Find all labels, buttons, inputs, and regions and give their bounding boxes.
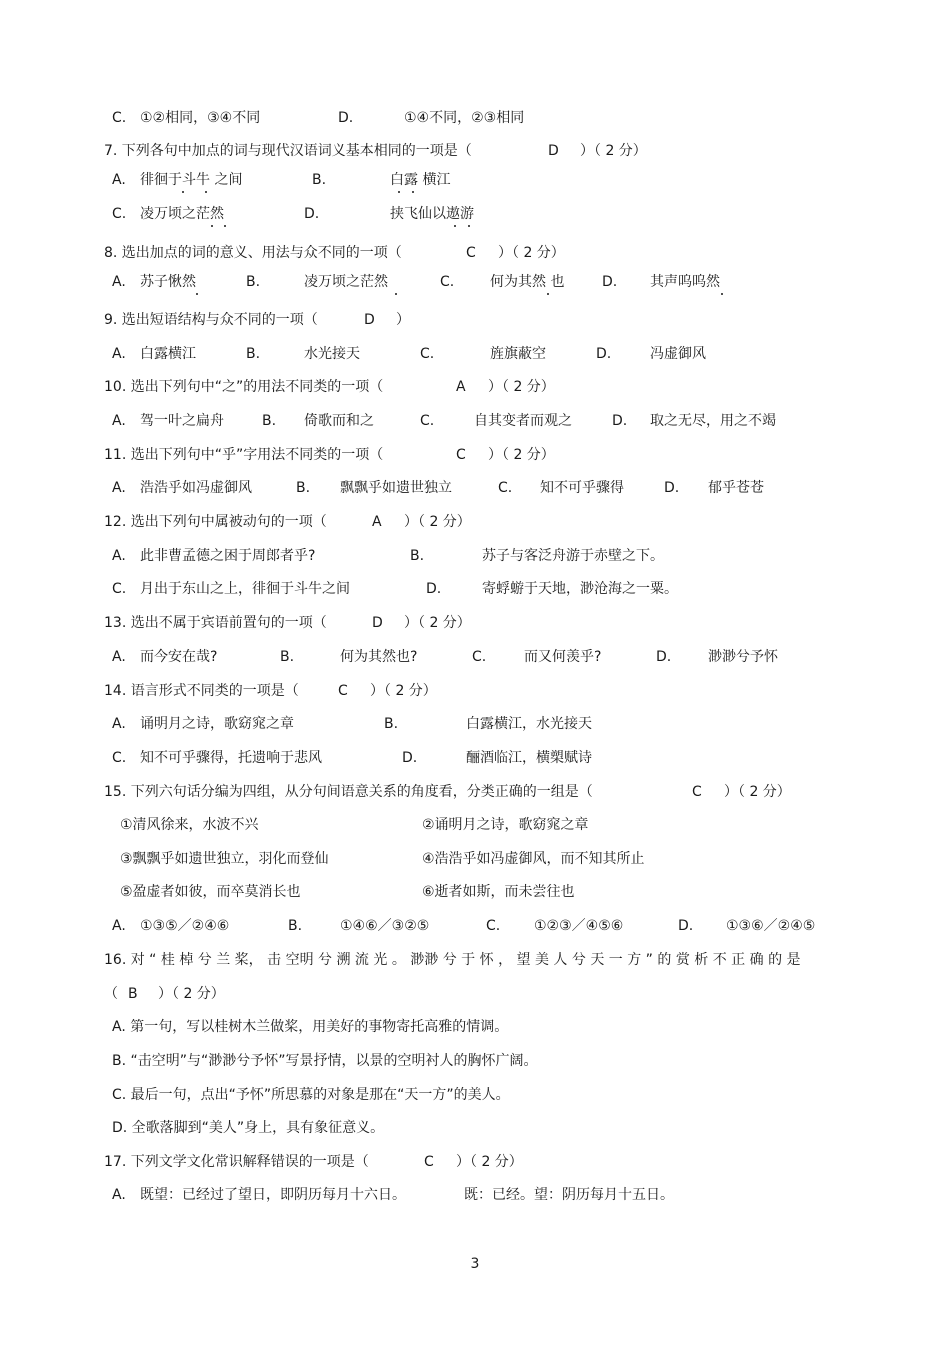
q14-stem: 14. 语言形式不同类的一项是（	[104, 683, 299, 699]
q8-score: ）（ 2 分）	[498, 245, 565, 261]
q11-answer: C	[456, 447, 466, 463]
q7-option-d-text: 挟飞仙以遨游	[390, 206, 474, 222]
q15-sentence-2: ②诵明月之诗，歌窈窕之章	[422, 817, 589, 833]
q13-option-d-label: D.	[656, 649, 672, 665]
q8-option-c-label: C.	[440, 274, 455, 290]
q15-sentence-4: ④浩浩乎如冯虚御风，而不知其所止	[422, 851, 645, 867]
q10-option-b-text: 倚歌而和之	[304, 413, 374, 429]
q14-option-c-text: 知不可乎骤得，托遗响于悲风	[140, 750, 322, 766]
q7-option-a-text: 徘徊于斗牛 之间	[140, 172, 243, 188]
q6-option-c-text: ①②相同，③④不同	[140, 110, 261, 126]
emphasis-dot	[182, 191, 184, 193]
q10-answer: A	[456, 379, 466, 395]
q14-option-a-text: 诵明月之诗，歌窈窕之章	[140, 716, 294, 732]
q7-option-b-text: 白露 横江	[390, 172, 451, 188]
emphasis-dot	[412, 191, 414, 193]
q8-option-d-text: 其声呜呜然	[650, 274, 720, 290]
q14-option-c-label: C.	[112, 750, 127, 766]
q9-option-b-text: 水光接天	[304, 346, 360, 362]
q7-option-c-label: C.	[112, 206, 127, 222]
q10-option-c-text: 自其变者而观之	[474, 413, 572, 429]
q11-option-d-text: 郁乎苍苍	[708, 480, 764, 496]
q14-option-d-label: D.	[402, 750, 418, 766]
q17-option-a-note: 既：已经。望：阴历每月十五日。	[464, 1187, 674, 1203]
q16-option-a: A. 第一句，写以桂树木兰做桨，用美好的事物寄托高雅的情调。	[112, 1019, 509, 1035]
q9-option-d-text: 冯虚御风	[650, 346, 706, 362]
q9-option-a-label: A.	[112, 346, 126, 362]
q9-option-c-text: 旌旗蔽空	[490, 346, 546, 362]
q12-answer: A	[372, 514, 382, 530]
q9-option-d-label: D.	[596, 346, 612, 362]
q15-stem: 15. 下列六句话分编为四组，从分句间语意关系的角度看，分类正确的一组是（	[104, 784, 593, 800]
q15-sentence-3: ③飘飘乎如遗世独立，羽化而登仙	[120, 851, 329, 867]
q14-score: ）（ 2 分）	[370, 683, 437, 699]
q10-option-b-label: B.	[262, 413, 277, 429]
q13-option-a-text: 而今安在哉?	[140, 649, 218, 665]
q14-answer: C	[338, 683, 348, 699]
q15-option-a-label: A.	[112, 918, 126, 934]
q17-stem: 17. 下列文学文化常识解释错误的一项是（	[104, 1154, 369, 1170]
q7-option-b-label: B.	[312, 172, 327, 188]
q15-score: ）（ 2 分）	[724, 784, 791, 800]
q11-option-d-label: D.	[664, 480, 680, 496]
q13-stem: 13. 选出不属于宾语前置句的一项（	[104, 615, 327, 631]
q16-score: ）（ 2 分）	[158, 986, 225, 1002]
q12-option-d-text: 寄蜉蝣于天地，渺沧海之一粟。	[482, 581, 678, 597]
q8-option-c-text: 何为其然 也	[490, 274, 565, 290]
q8-stem: 8. 选出加点的词的意义、用法与众不同的一项（	[104, 245, 402, 261]
q9-tail: ）	[396, 312, 410, 328]
q6-option-c-label: C.	[112, 110, 127, 126]
emphasis-dot	[454, 225, 456, 227]
q15-option-c-text: ①②③／④⑤⑥	[534, 918, 624, 934]
q15-option-b-text: ①④⑥／③②⑤	[340, 918, 430, 934]
q12-option-b-text: 苏子与客泛舟游于赤壁之下。	[482, 548, 664, 564]
q11-stem: 11. 选出下列句中“乎”字用法不同类的一项（	[104, 447, 384, 463]
q12-option-d-label: D.	[426, 581, 442, 597]
q7-option-c-text: 凌万顷之茫然	[140, 206, 224, 222]
q13-option-b-label: B.	[280, 649, 295, 665]
q9-option-b-label: B.	[246, 346, 261, 362]
q8-option-b-label: B.	[246, 274, 261, 290]
q13-score: ）（ 2 分）	[404, 615, 471, 631]
q12-option-a-text: 此非曹孟德之困于周郎者乎?	[140, 548, 316, 564]
q8-option-a-text: 苏子愀然	[140, 274, 196, 290]
q13-option-c-label: C.	[472, 649, 487, 665]
q16-answer: B	[128, 986, 138, 1002]
q10-option-c-label: C.	[420, 413, 435, 429]
q15-option-b-label: B.	[288, 918, 303, 934]
emphasis-dot	[398, 191, 400, 193]
emphasis-dot	[721, 293, 723, 295]
q10-stem: 10. 选出下列句中“之”的用法不同类的一项（	[104, 379, 384, 395]
q7-option-d-label: D.	[304, 206, 320, 222]
q12-option-c-text: 月出于东山之上，徘徊于斗牛之间	[140, 581, 350, 597]
q7-option-a-label: A.	[112, 172, 126, 188]
q10-option-d-text: 取之无尽，用之不竭	[650, 413, 776, 429]
q17-option-a-label: A.	[112, 1187, 126, 1203]
q16-option-c: C. 最后一句，点出“予怀”所思慕的对象是那在“天一方”的美人。	[112, 1087, 510, 1103]
page-number: 3	[470, 1256, 480, 1272]
q14-option-d-text: 酾酒临江，横槊赋诗	[466, 750, 592, 766]
q11-option-a-label: A.	[112, 480, 126, 496]
q12-option-b-label: B.	[410, 548, 425, 564]
q16-option-b: B. “击空明”与“渺渺兮予怀”写景抒情，以景的空明衬人的胸怀广阔。	[112, 1053, 538, 1069]
q15-sentence-1: ①清风徐来，水波不兴	[120, 817, 259, 833]
emphasis-dot	[196, 293, 198, 295]
q11-option-c-text: 知不可乎骤得	[540, 480, 624, 496]
q12-option-a-label: A.	[112, 548, 126, 564]
q15-option-d-label: D.	[678, 918, 694, 934]
q9-option-c-label: C.	[420, 346, 435, 362]
q10-option-a-label: A.	[112, 413, 126, 429]
q15-answer: C	[692, 784, 702, 800]
q6-option-d-text: ①④不同，②③相同	[404, 110, 525, 126]
emphasis-dot	[547, 293, 549, 295]
q7-score: ）（ 2 分）	[580, 143, 647, 159]
q10-option-d-label: D.	[612, 413, 628, 429]
q17-score: ）（ 2 分）	[456, 1154, 523, 1170]
q14-option-b-text: 白露横江，水光接天	[466, 716, 592, 732]
emphasis-dot	[224, 225, 226, 227]
emphasis-dot	[211, 225, 213, 227]
emphasis-dot	[468, 225, 470, 227]
q10-score: ）（ 2 分）	[488, 379, 555, 395]
q16-option-d: D. 全歌落脚到“美人”身上，具有象征意义。	[112, 1120, 385, 1136]
q13-option-b-text: 何为其然也?	[340, 649, 418, 665]
q14-option-a-label: A.	[112, 716, 126, 732]
q9-answer: D	[364, 312, 375, 328]
q7-answer: D	[548, 143, 559, 159]
q8-option-b-text: 凌万顷之茫然	[304, 274, 388, 290]
q15-sentence-5: ⑤盈虚者如彼，而卒莫消长也	[120, 884, 301, 900]
q11-score: ）（ 2 分）	[488, 447, 555, 463]
q15-option-a-text: ①③⑤／②④⑥	[140, 918, 230, 934]
q17-answer: C	[424, 1154, 434, 1170]
emphasis-dot	[395, 293, 397, 295]
q15-sentence-6: ⑥逝者如斯，而未尝往也	[422, 884, 575, 900]
q13-option-d-text: 渺渺兮予怀	[708, 649, 778, 665]
emphasis-dot	[205, 191, 207, 193]
q9-option-a-text: 白露横江	[140, 346, 196, 362]
q8-option-a-label: A.	[112, 274, 126, 290]
q11-option-b-text: 飘飘乎如遗世独立	[340, 480, 452, 496]
q15-option-d-text: ①③⑥／②④⑤	[726, 918, 816, 934]
q6-option-d-label: D.	[338, 110, 354, 126]
q9-stem: 9. 选出短语结构与众不同的一项（	[104, 312, 318, 328]
q12-option-c-label: C.	[112, 581, 127, 597]
q10-option-a-text: 驾一叶之扁舟	[140, 413, 224, 429]
q16-stem: 16. 对 “ 桂 棹 兮 兰 桨， 击 空明 兮 溯 流 光 。 渺渺 兮 于 怀 ， 望 美 人 兮 天 一 方 ” 的 赏 析 不 正 确 的 是	[104, 952, 801, 968]
q16-paren-open: （	[104, 986, 118, 1002]
q8-answer: C	[466, 245, 476, 261]
q13-option-c-text: 而又何羡乎?	[524, 649, 602, 665]
q7-stem: 7. 下列各句中加点的词与现代汉语词义基本相同的一项是（	[104, 143, 472, 159]
q13-option-a-label: A.	[112, 649, 126, 665]
q8-option-d-label: D.	[602, 274, 618, 290]
q17-option-a-text: 既望：已经过了望日，即阴历每月十六日。	[140, 1187, 406, 1203]
q11-option-b-label: B.	[296, 480, 311, 496]
q12-score: ）（ 2 分）	[404, 514, 471, 530]
q13-answer: D	[372, 615, 383, 631]
q14-option-b-label: B.	[384, 716, 399, 732]
q12-stem: 12. 选出下列句中属被动句的一项（	[104, 514, 327, 530]
q11-option-c-label: C.	[498, 480, 513, 496]
q11-option-a-text: 浩浩乎如冯虚御风	[140, 480, 252, 496]
q15-option-c-label: C.	[486, 918, 501, 934]
